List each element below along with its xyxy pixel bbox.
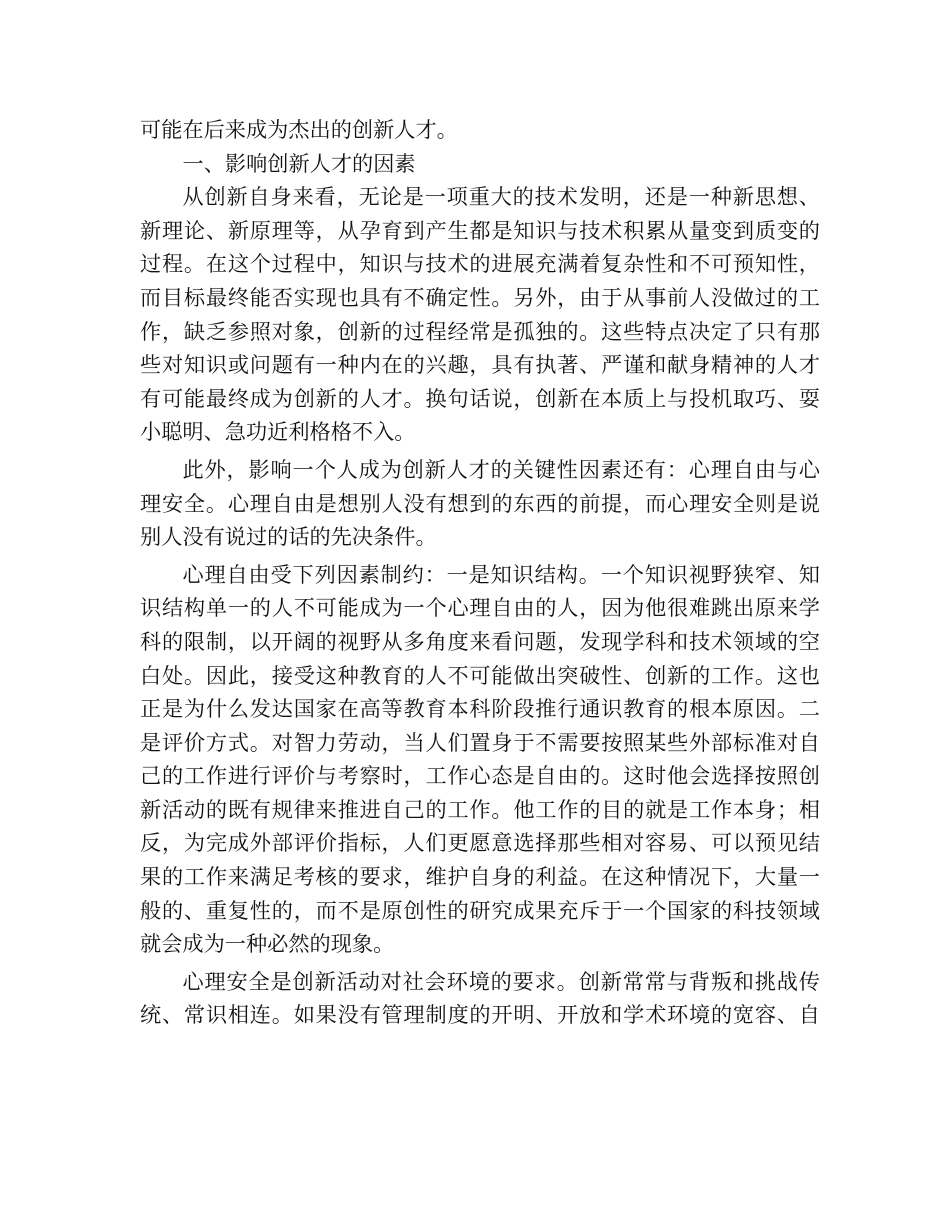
- text-line: 科的限制，以开阔的视野从多角度来看问题，发现学科和技术领域的空: [140, 628, 820, 654]
- text-line: 反，为完成外部评价指标，人们更愿意选择那些相对容易、可以预见结: [140, 830, 820, 856]
- section-heading: 一、影响创新人才的因素: [182, 150, 416, 176]
- text-line: 己的工作进行评价与考察时，工作心态是自由的。这时他会选择按照创: [140, 763, 820, 789]
- text-line: 小聪明、急功近利格格不入。: [140, 419, 416, 445]
- text-line: 是评价方式。对智力劳动，当人们置身于不需要按照某些外部标准对自: [140, 729, 820, 755]
- text-line: 过程。在这个过程中，知识与技术的进展充满着复杂性和不可预知性，: [140, 251, 820, 277]
- text-line: 从创新自身来看，无论是一项重大的技术发明，还是一种新思想、: [182, 184, 820, 210]
- text-line: 而目标最终能否实现也具有不确定性。另外，由于从事前人没做过的工: [140, 284, 820, 310]
- document-body: [140, 113, 820, 1032]
- text-line: 有可能最终成为创新的人才。换句话说，创新在本质上与投机取巧、耍: [140, 385, 820, 411]
- text-line: 作，缺乏参照对象，创新的过程经常是孤独的。这些特点决定了只有那: [140, 318, 820, 344]
- text-line: 新理论、新原理等，从孕育到产生都是知识与技术积累从量变到质变的: [140, 217, 820, 243]
- text-line: 般的、重复性的，而不是原创性的研究成果充斥于一个国家的科技领域: [140, 897, 820, 923]
- text-line: 些对知识或问题有一种内在的兴趣，具有执著、严谨和献身精神的人才: [140, 352, 820, 378]
- text-line: 新活动的既有规律来推进自己的工作。他工作的目的就是工作本身；相: [140, 796, 820, 822]
- text-line: 此外，影响一个人成为创新人才的关键性因素还有：心理自由与心: [182, 456, 820, 482]
- text-line: 别人没有说过的话的先决条件。: [140, 524, 437, 550]
- text-line: 白处。因此，接受这种教育的人不可能做出突破性、创新的工作。这也: [140, 662, 820, 688]
- text-line: 果的工作来满足考核的要求，维护自身的利益。在这种情况下，大量一: [140, 864, 820, 890]
- text-line: 可能在后来成为杰出的创新人才。: [140, 117, 458, 142]
- text-line: 识结构单一的人不可能成为一个心理自由的人，因为他很难跳出原来学: [140, 595, 820, 621]
- text-line: 理安全。心理自由是想别人没有想到的东西的前提，而心理安全则是说: [140, 490, 820, 516]
- text-line: 心理安全是创新活动对社会环境的要求。创新常常与背叛和挑战传: [182, 968, 820, 994]
- text-line: 心理自由受下列因素制约：一是知识结构。一个知识视野狭窄、知: [182, 561, 820, 587]
- text-line: 就会成为一种必然的现象。: [140, 931, 395, 957]
- text-line: 统、常识相连。如果没有管理制度的开明、开放和学术环境的宽容、自: [140, 1002, 820, 1028]
- text-line: 正是为什么发达国家在高等教育本科阶段推行通识教育的根本原因。二: [140, 696, 820, 722]
